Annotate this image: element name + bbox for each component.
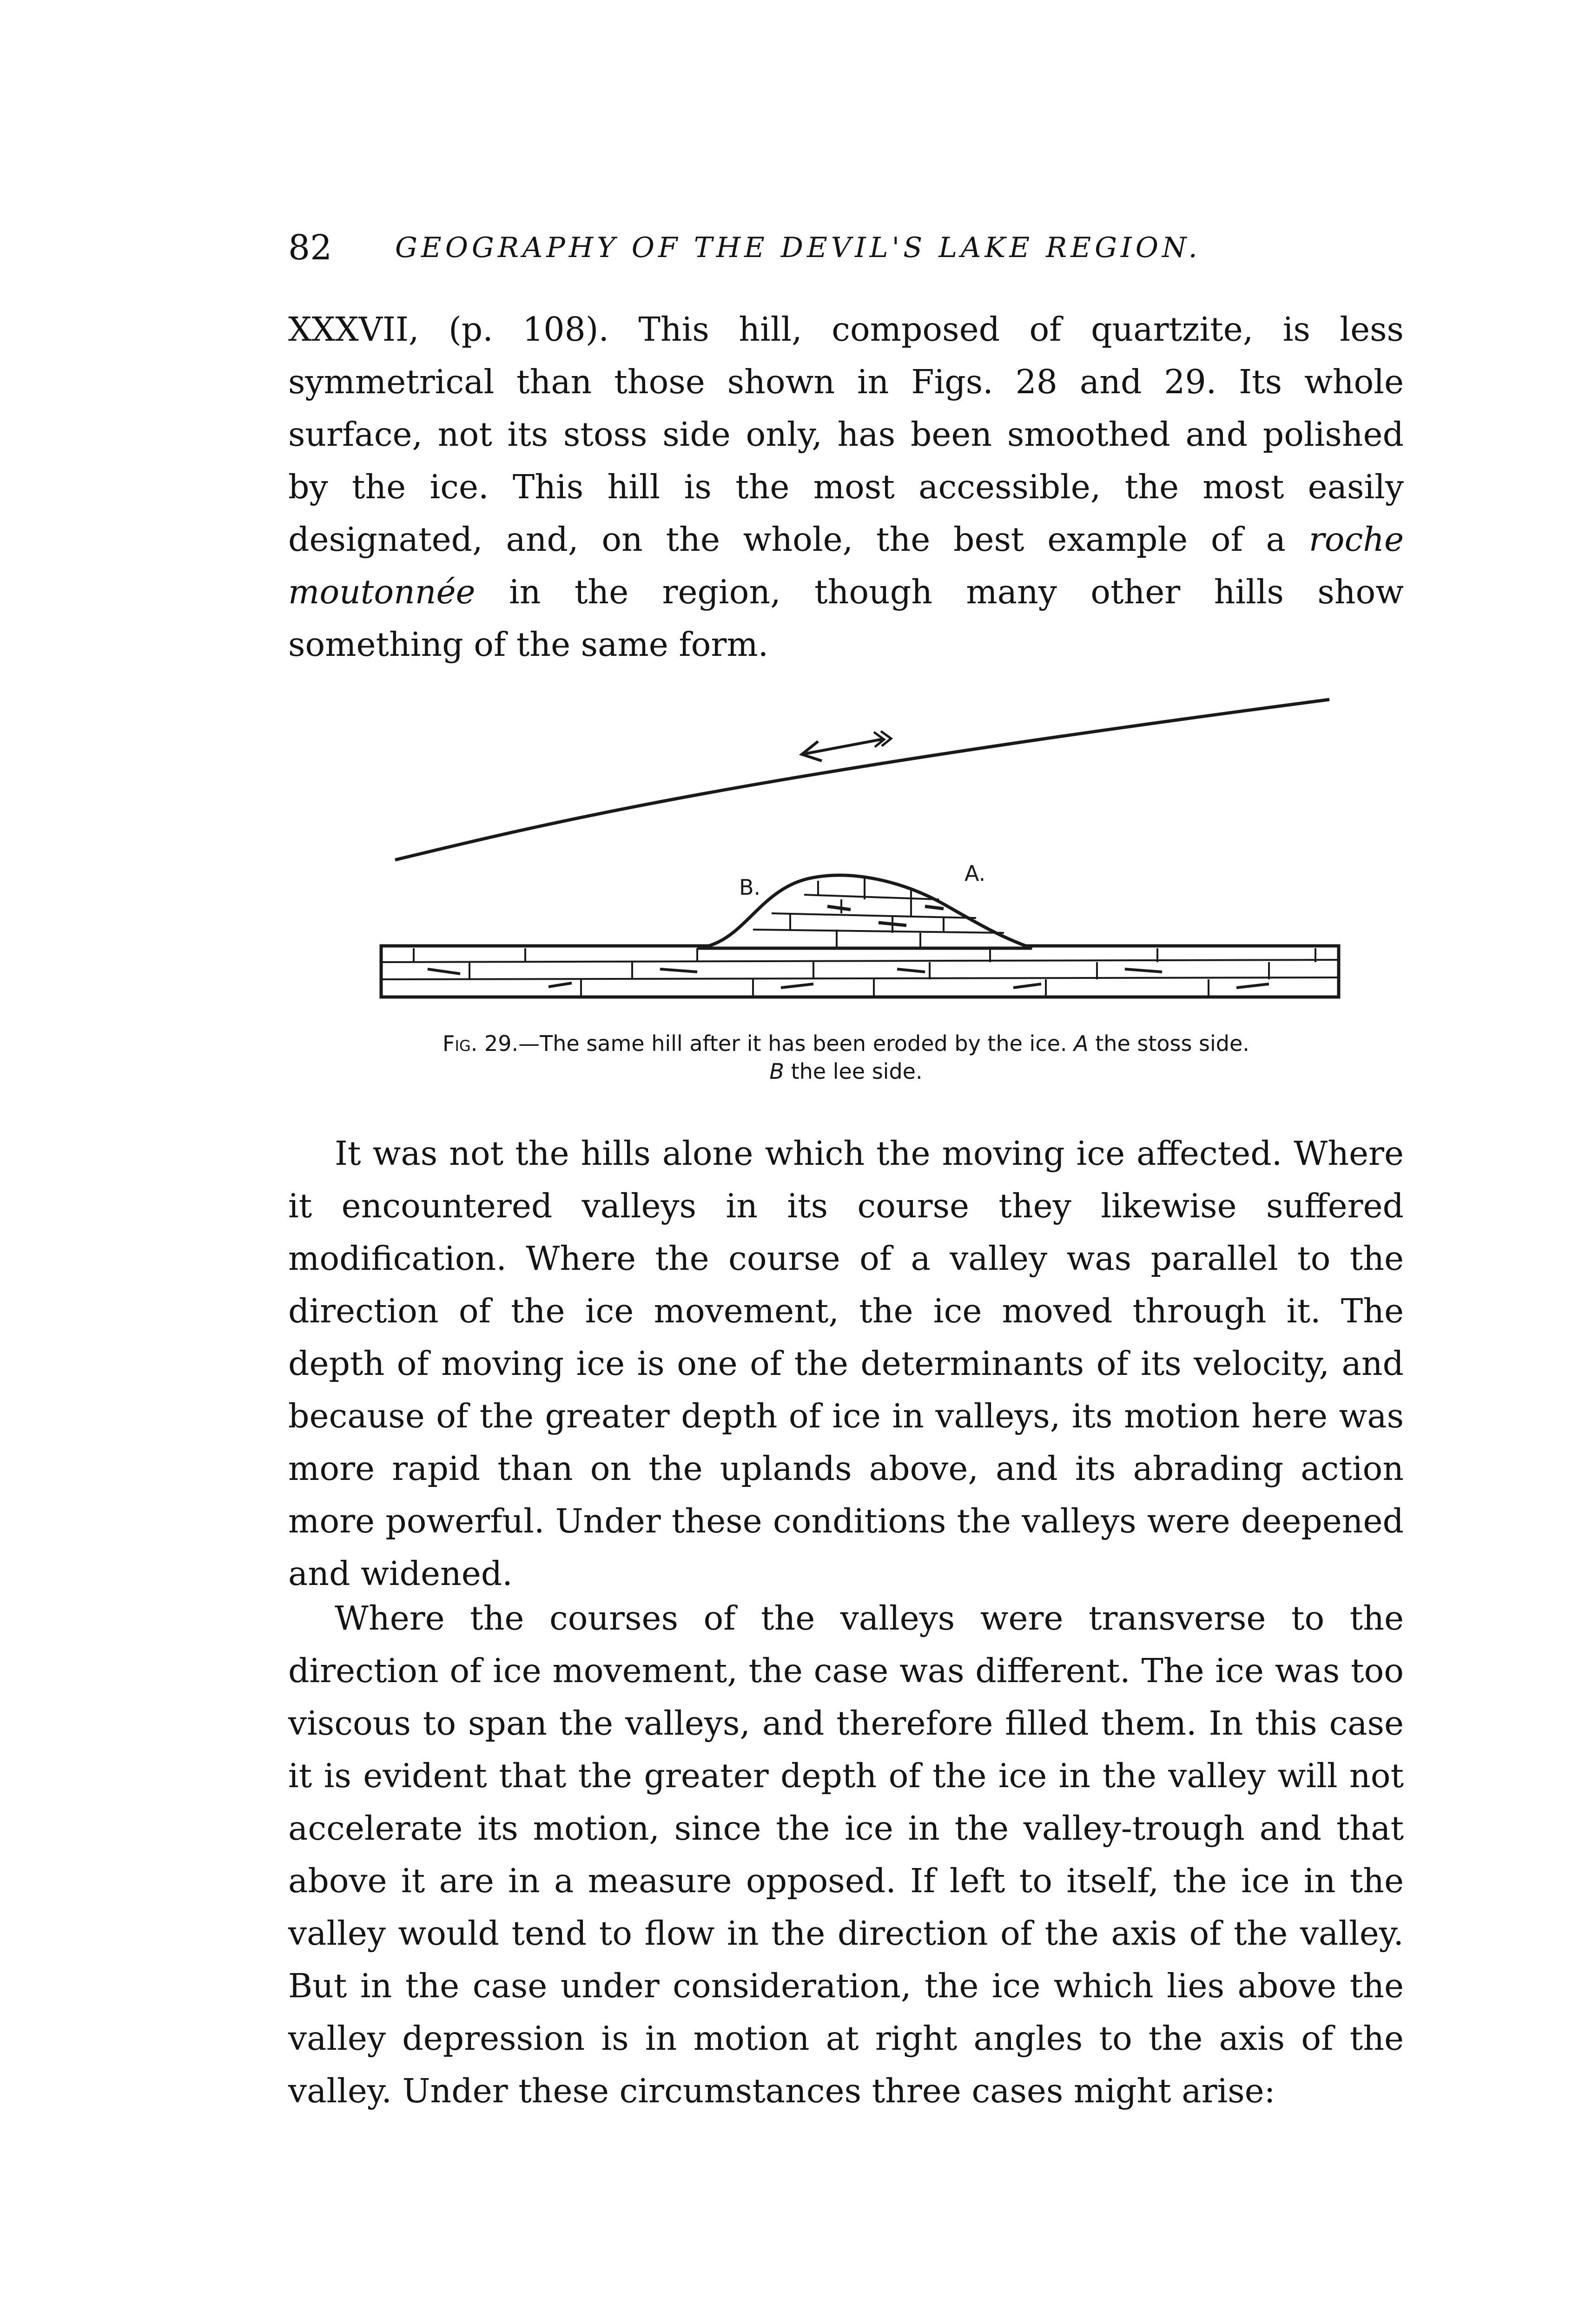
caption-text-1: —The same hill after it has been eroded by the ice. <box>518 1031 1074 1056</box>
caption-text-2: the stoss side. <box>1088 1031 1249 1056</box>
paragraph-1-text-b: in the region, though many other hills show something of the same form. <box>288 573 1404 664</box>
page-number: 82 <box>288 228 332 268</box>
caption-label: Fig. 29. <box>443 1031 519 1056</box>
paragraph-1 <box>288 303 1404 671</box>
ice-surface-line <box>395 700 1329 860</box>
paragraph-1-text-a: XXXVII, (p. 108). This hill, composed of quartzite, is less symmetrical than those shown in Figs. 28 and 29. Its whole surface, not its stoss side only, has been smoothed and polished by the ice. This hill is the most accessible, the most easily designated, and, on the whole, the best example of a <box>288 310 1404 559</box>
paragraph-1-italic-term: roche moutonnée <box>288 520 1404 611</box>
caption-italic-a: A <box>1074 1031 1089 1056</box>
label-a-stoss-side: A. <box>965 861 986 886</box>
running-title: GEOGRAPHY OF THE DEVIL'S LAKE REGION. <box>395 231 1201 264</box>
label-b-lee-side: B. <box>739 875 761 900</box>
ice-direction-arrow-icon <box>802 731 891 761</box>
hill-eroded-drawing <box>372 695 1348 1020</box>
figure-caption <box>288 1030 1404 1085</box>
rock-strata-base <box>381 946 1339 997</box>
running-head <box>288 222 1436 273</box>
paragraph-3: Where the courses of the valleys were transverse to the direction of ice movement, the case was different. The ice was too viscous to span the valleys, and therefore filled them. In this case it is evident that the greater depth of the ice in the valley will not accelerate its motion, since the ice in the valley-trough and that above it are in a measure opposed. If left to itself, the ice in the valley would tend to flow in the direction of the axis of the valley. But in the case under consideration, the ice which lies above the valley depression is in motion at right angles to the axis of the valley. Under these circumstances three cases might arise: <box>288 1599 1404 2110</box>
caption-text-3: the lee side. <box>784 1059 923 1084</box>
figure-29-illustration <box>372 695 1348 1020</box>
paragraph-2: It was not the hills alone which the moving ice affected. Where it encountered valleys in its course they likewise suffered modification. Where the course of a valley was parallel to the direction of the ice movement, the ice moved through it. The depth of moving ice is one of the determinants of its velocity, and because of the greater depth of ice in valleys, its motion here was more rapid than on the uplands above, and its abrading action more powerful. Under these conditions the valleys were deepened and widened. <box>288 1134 1404 1593</box>
caption-italic-b: B <box>769 1059 784 1084</box>
